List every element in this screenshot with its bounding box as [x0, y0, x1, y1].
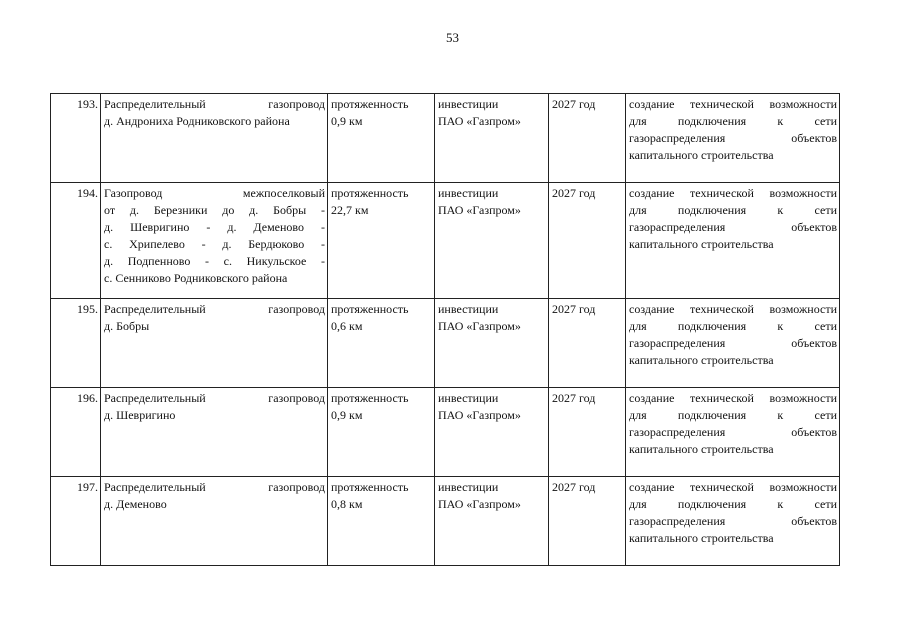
length-value: 0,9 км — [331, 114, 363, 128]
funding-cell — [435, 477, 549, 566]
purpose-line: для подключения к сети — [629, 497, 837, 511]
purpose-line: для подключения к сети — [629, 408, 837, 422]
object-name-line: с. Сенниково Родниковского района — [104, 271, 288, 285]
funding-cell — [435, 299, 549, 388]
funding-line: ПАО «Газпром» — [438, 497, 521, 511]
purpose-line: создание технической возможности — [629, 186, 837, 200]
length-label: протяженность — [331, 97, 409, 111]
object-name-line: Распределительный газопровод — [104, 302, 325, 316]
purpose-cell — [626, 388, 840, 477]
funding-line: ПАО «Газпром» — [438, 114, 521, 128]
funding-line: инвестиции — [438, 97, 499, 111]
purpose-line: газораспределения объектов — [629, 336, 837, 350]
year-cell: 2027 год — [549, 299, 626, 388]
funding-line: инвестиции — [438, 480, 499, 494]
purpose-line: создание технической возможности — [629, 97, 837, 111]
row-number: 197. — [51, 477, 101, 566]
funding-cell — [435, 388, 549, 477]
object-name-cell — [101, 388, 328, 477]
funding-line: инвестиции — [438, 391, 499, 405]
object-name-line: от д. Березники до д. Бобры - — [104, 203, 325, 217]
purpose-line: для подключения к сети — [629, 114, 837, 128]
object-name-cell — [101, 183, 328, 299]
object-name-line: Распределительный газопровод — [104, 97, 325, 111]
funding-cell — [435, 94, 549, 183]
purpose-line: капитального строительства — [629, 237, 774, 251]
row-number: 196. — [51, 388, 101, 477]
length-label: протяженность — [331, 186, 409, 200]
length-cell — [328, 94, 435, 183]
purpose-line: создание технической возможности — [629, 391, 837, 405]
object-name-line: д. Андрониха Родниковского района — [104, 114, 290, 128]
funding-line: ПАО «Газпром» — [438, 203, 521, 217]
object-name-line: д. Шевригино — [104, 408, 176, 422]
object-name-cell — [101, 477, 328, 566]
length-value: 0,6 км — [331, 319, 363, 333]
length-label: протяженность — [331, 391, 409, 405]
object-name-line: д. Шевригино - д. Деменово - — [104, 220, 325, 234]
purpose-cell — [626, 299, 840, 388]
table-row — [51, 94, 840, 183]
purpose-line: капитального строительства — [629, 442, 774, 456]
purpose-line: создание технической возможности — [629, 480, 837, 494]
purpose-cell — [626, 477, 840, 566]
purpose-line: газораспределения объектов — [629, 514, 837, 528]
page-number: 53 — [446, 30, 459, 45]
table-body — [51, 94, 840, 566]
funding-line: инвестиции — [438, 302, 499, 316]
object-name-cell — [101, 94, 328, 183]
purpose-line: создание технической возможности — [629, 302, 837, 316]
object-name-line: Газопровод межпоселковый — [104, 186, 325, 200]
table-row — [51, 477, 840, 566]
funding-cell — [435, 183, 549, 299]
object-name-line: Распределительный газопровод — [104, 480, 325, 494]
length-cell — [328, 477, 435, 566]
purpose-line: капитального строительства — [629, 353, 774, 367]
purpose-cell — [626, 94, 840, 183]
object-name-cell — [101, 299, 328, 388]
year-cell: 2027 год — [549, 94, 626, 183]
table-row — [51, 183, 840, 299]
purpose-line: капитального строительства — [629, 148, 774, 162]
funding-line: ПАО «Газпром» — [438, 319, 521, 333]
purpose-line: газораспределения объектов — [629, 220, 837, 234]
purpose-line: газораспределения объектов — [629, 131, 837, 145]
object-name-line: Распределительный газопровод — [104, 391, 325, 405]
length-value: 0,9 км — [331, 408, 363, 422]
length-cell — [328, 299, 435, 388]
purpose-line: газораспределения объектов — [629, 425, 837, 439]
purpose-cell — [626, 183, 840, 299]
table-row — [51, 388, 840, 477]
year-cell: 2027 год — [549, 477, 626, 566]
object-name-line: д. Деменово — [104, 497, 167, 511]
purpose-line: капитального строительства — [629, 531, 774, 545]
length-label: протяженность — [331, 302, 409, 316]
row-number: 194. — [51, 183, 101, 299]
row-number: 193. — [51, 94, 101, 183]
object-name-line: д. Подпенново - с. Никульское - — [104, 254, 325, 268]
purpose-line: для подключения к сети — [629, 319, 837, 333]
table-row — [51, 299, 840, 388]
funding-line: ПАО «Газпром» — [438, 408, 521, 422]
objects-table — [50, 93, 840, 566]
length-cell — [328, 183, 435, 299]
object-name-line: с. Хрипелево - д. Бердюково - — [104, 237, 325, 251]
length-label: протяженность — [331, 480, 409, 494]
purpose-line: для подключения к сети — [629, 203, 837, 217]
length-value: 0,8 км — [331, 497, 363, 511]
object-name-line: д. Бобры — [104, 319, 150, 333]
length-value: 22,7 км — [331, 203, 369, 217]
funding-line: инвестиции — [438, 186, 499, 200]
length-cell — [328, 388, 435, 477]
year-cell: 2027 год — [549, 388, 626, 477]
row-number: 195. — [51, 299, 101, 388]
year-cell: 2027 год — [549, 183, 626, 299]
